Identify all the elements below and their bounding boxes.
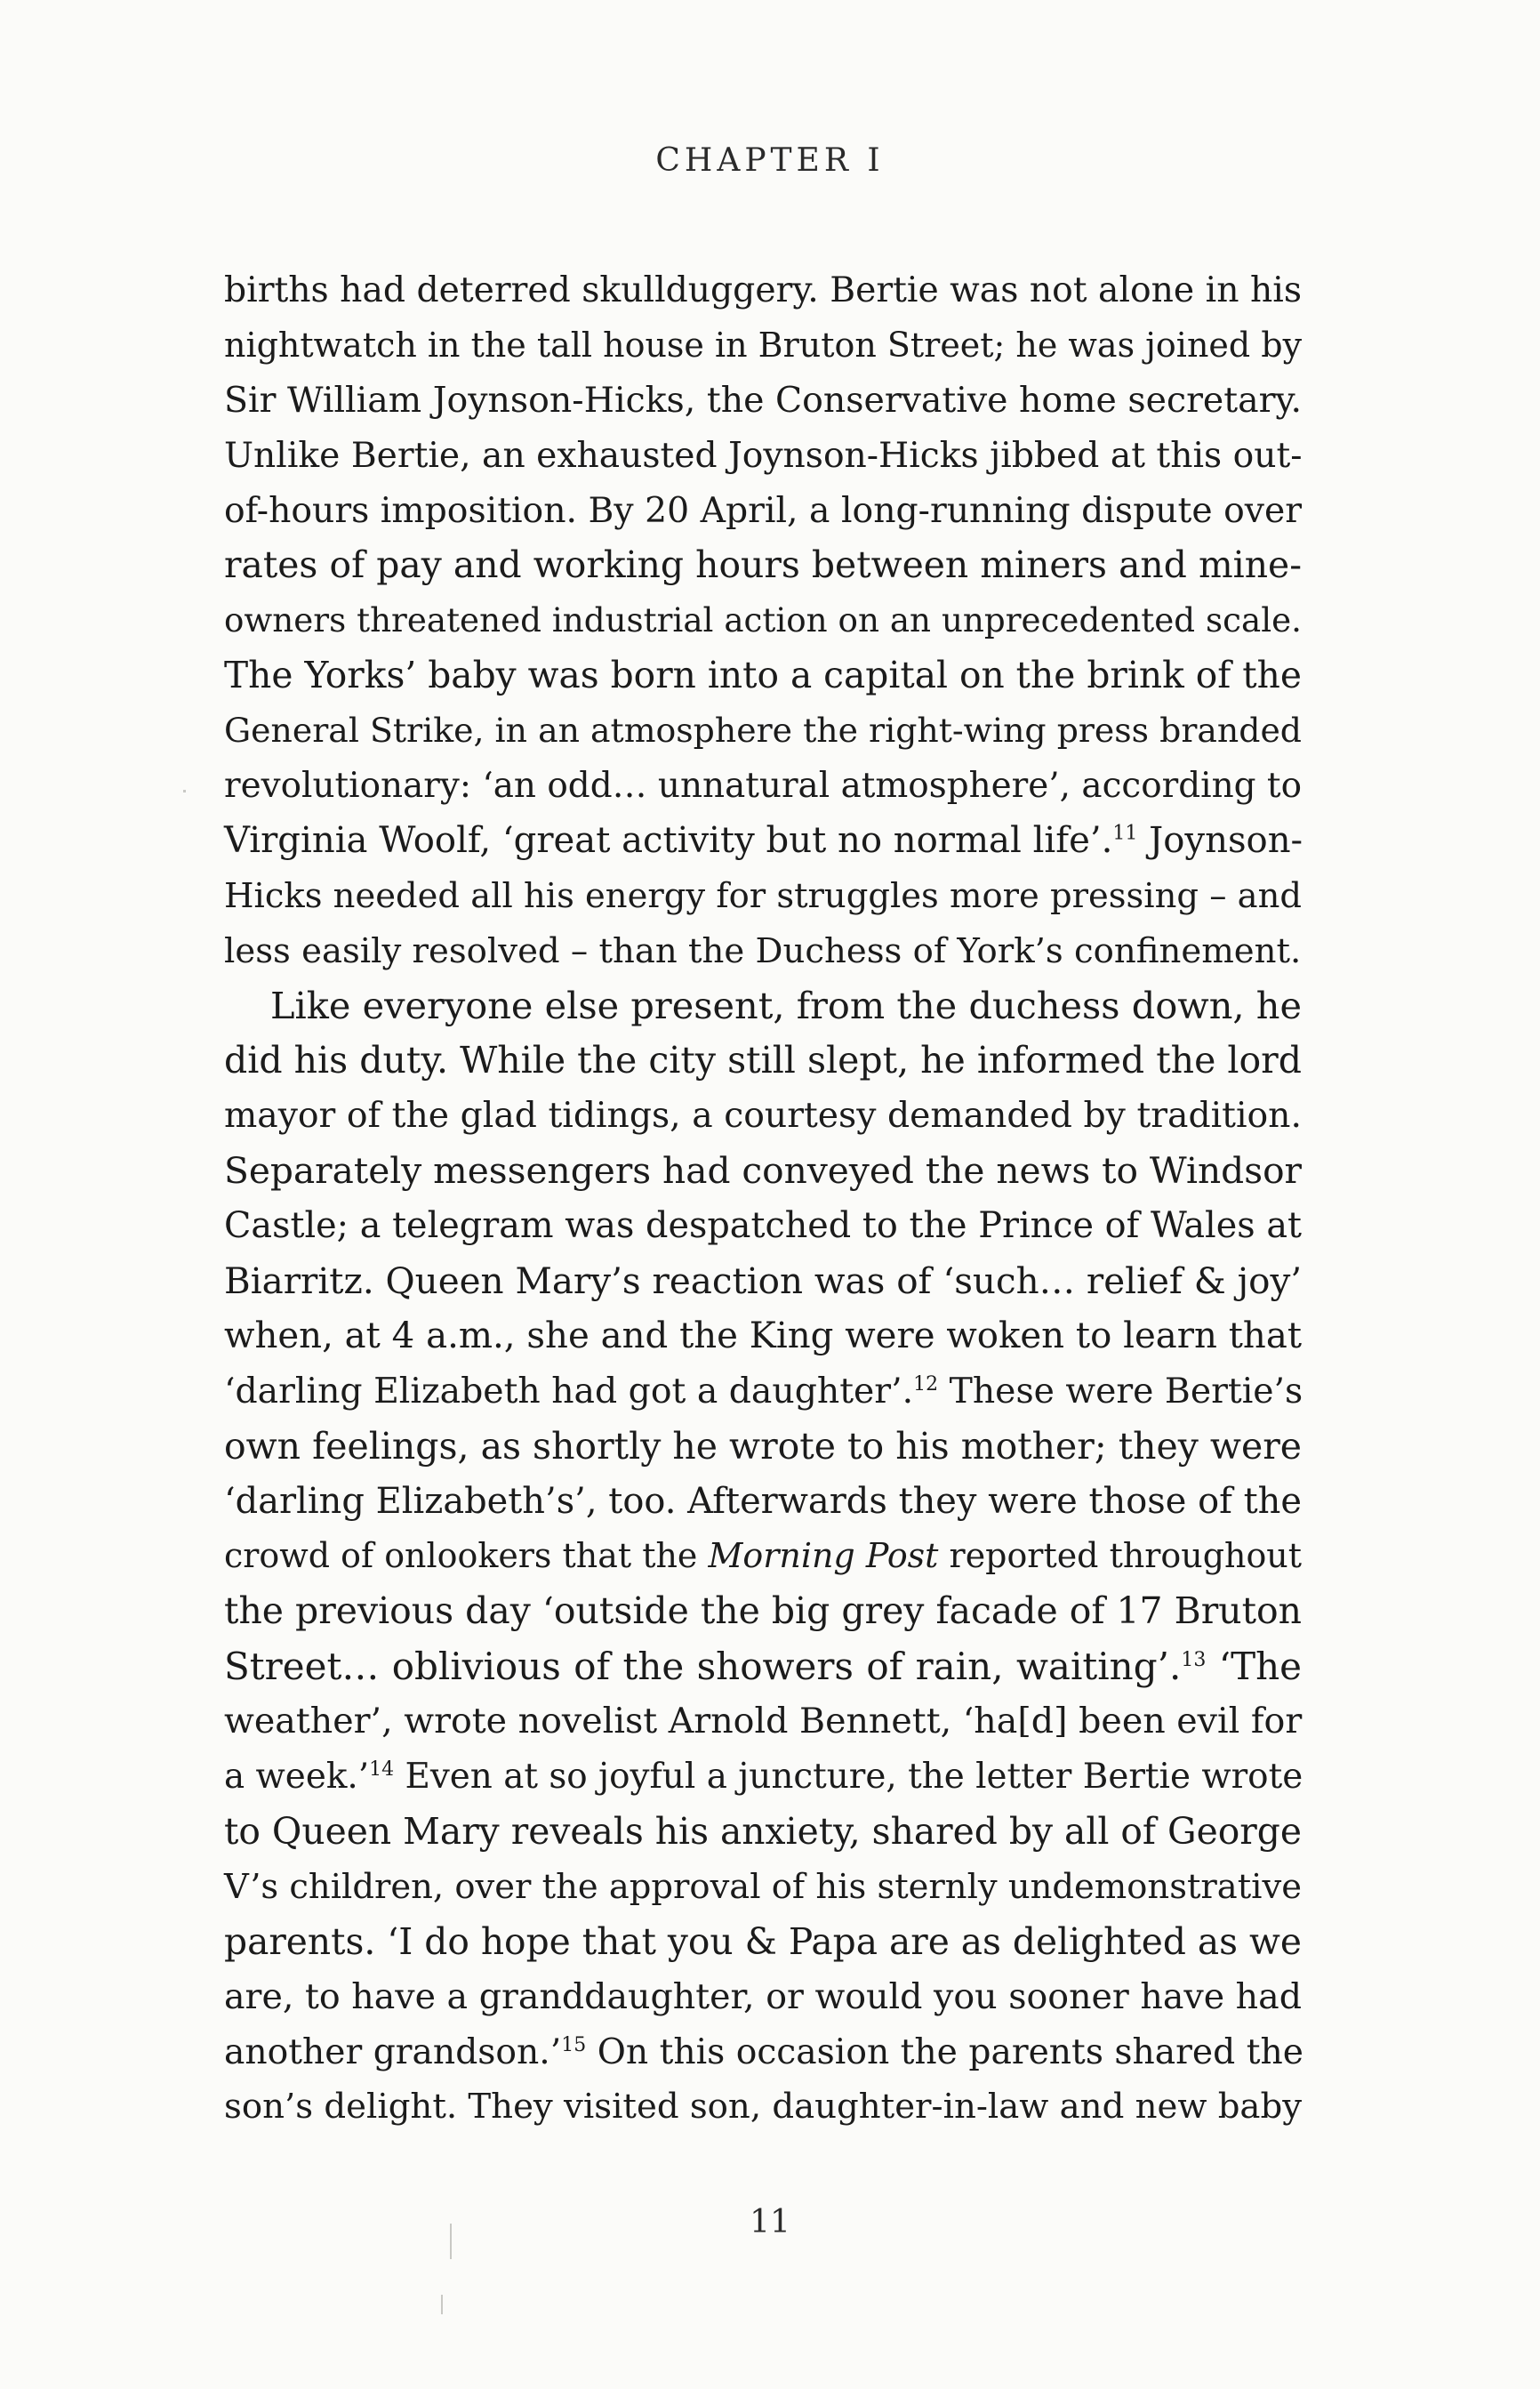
- text-line: The Yorks’ baby was born into a capital on the brink of the: [224, 654, 1302, 697]
- footnote-marker: 11: [1112, 822, 1138, 845]
- text-line: Virginia Woolf, ‘great activity but no normal life’.$^{11}$ Joynson-: [224, 819, 1303, 861]
- text-line: rates of pay and working hours between miners and mine-: [224, 543, 1302, 587]
- text-line: Unlike Bertie, an exhausted Joynson-Hicks jibbed at this out-: [224, 435, 1303, 476]
- text-line: Biarritz. Queen Mary’s reaction was of ‘such… relief & joy’: [224, 1259, 1303, 1303]
- text-line: did his duty. While the city still slept, he informed the lord: [224, 1039, 1302, 1082]
- scan-speck: [183, 790, 186, 792]
- text-line: Separately messengers had conveyed the news to Windsor: [224, 1149, 1302, 1193]
- text-line: a week.’$^{14}$ Even at so joyful a juncture, the letter Bertie wrote: [224, 1757, 1303, 1798]
- text-line: nightwatch in the tall house in Bruton Street; he was joined by: [224, 325, 1303, 365]
- scan-speck: [441, 2295, 443, 2314]
- text-line: to Queen Mary reveals his anxiety, shared by all of George: [224, 1809, 1302, 1853]
- running-head: CHAPTER I: [655, 142, 885, 179]
- newspaper-title: Morning Post: [708, 1536, 939, 1576]
- text-line: are, to have a granddaughter, or would you sooner have had: [224, 1975, 1302, 2017]
- text-line: revolutionary: ‘an odd… unnatural atmosphere’, according to: [224, 766, 1302, 807]
- text-line: another grandson.’$^{15}$ On this occasion the parents shared the: [224, 2031, 1303, 2072]
- text-line: crowd of onlookers that the Morning Post reported throughout: [224, 1536, 1302, 1576]
- text-line: weather’, wrote novelist Arnold Bennett, ‘ha[d] been evil for: [224, 1701, 1303, 1742]
- text-line: the previous day ‘outside the big grey facade of 17 Bruton: [224, 1589, 1302, 1633]
- text-line: when, at 4 a.m., she and the King were woken to learn that: [224, 1315, 1302, 1356]
- text-line: mayor of the glad tidings, a courtesy demanded by tradition.: [224, 1096, 1302, 1137]
- text-line: ‘darling Elizabeth had got a daughter’.$^{12}$ These were Bertie’s: [224, 1370, 1303, 1412]
- scan-speck: [450, 2224, 452, 2259]
- text-line: less easily resolved – than the Duchess of York’s confinement.: [224, 930, 1302, 971]
- footnote-marker: 14: [369, 1758, 395, 1782]
- text-line: Sir William Joynson-Hicks, the Conservative home secretary.: [224, 379, 1302, 421]
- text-line: General Strike, in an atmosphere the right-wing press branded: [224, 711, 1302, 751]
- text-line: Hicks needed all his energy for struggles more pressing – and: [224, 875, 1303, 916]
- text-line: births had deterred skullduggery. Bertie was not alone in his: [224, 270, 1302, 310]
- text-line: of-hours imposition. By 20 April, a long-running dispute over: [224, 490, 1302, 531]
- footnote-marker: 13: [1181, 1649, 1207, 1672]
- text-line: son’s delight. They visited son, daughter-in-law and new baby: [224, 2087, 1303, 2128]
- footnote-marker: 12: [913, 1372, 939, 1396]
- text-line: ‘darling Elizabeth’s’, too. Afterwards they were those of the: [224, 1480, 1302, 1522]
- text-line: owners threatened industrial action on an unprecedented scale.: [224, 600, 1302, 640]
- text-line: own feelings, as shortly he wrote to his mother; they were: [224, 1424, 1302, 1468]
- text-line: parents. ‘I do hope that you & Papa are as delighted as we: [224, 1919, 1302, 1963]
- text-line: Street… oblivious of the showers of rain, waiting’.$^{13}$ ‘The: [224, 1645, 1303, 1689]
- text-line: V’s children, over the approval of his sternly undemonstrative: [224, 1866, 1302, 1907]
- page-number: 11: [750, 2204, 790, 2240]
- body-text: [224, 263, 1302, 2135]
- paragraph-first-line: Like everyone else present, from the duchess down, he: [270, 984, 1302, 1027]
- text-line: Castle; a telegram was despatched to the Prince of Wales at: [224, 1205, 1302, 1247]
- footnote-marker: 15: [561, 2033, 587, 2056]
